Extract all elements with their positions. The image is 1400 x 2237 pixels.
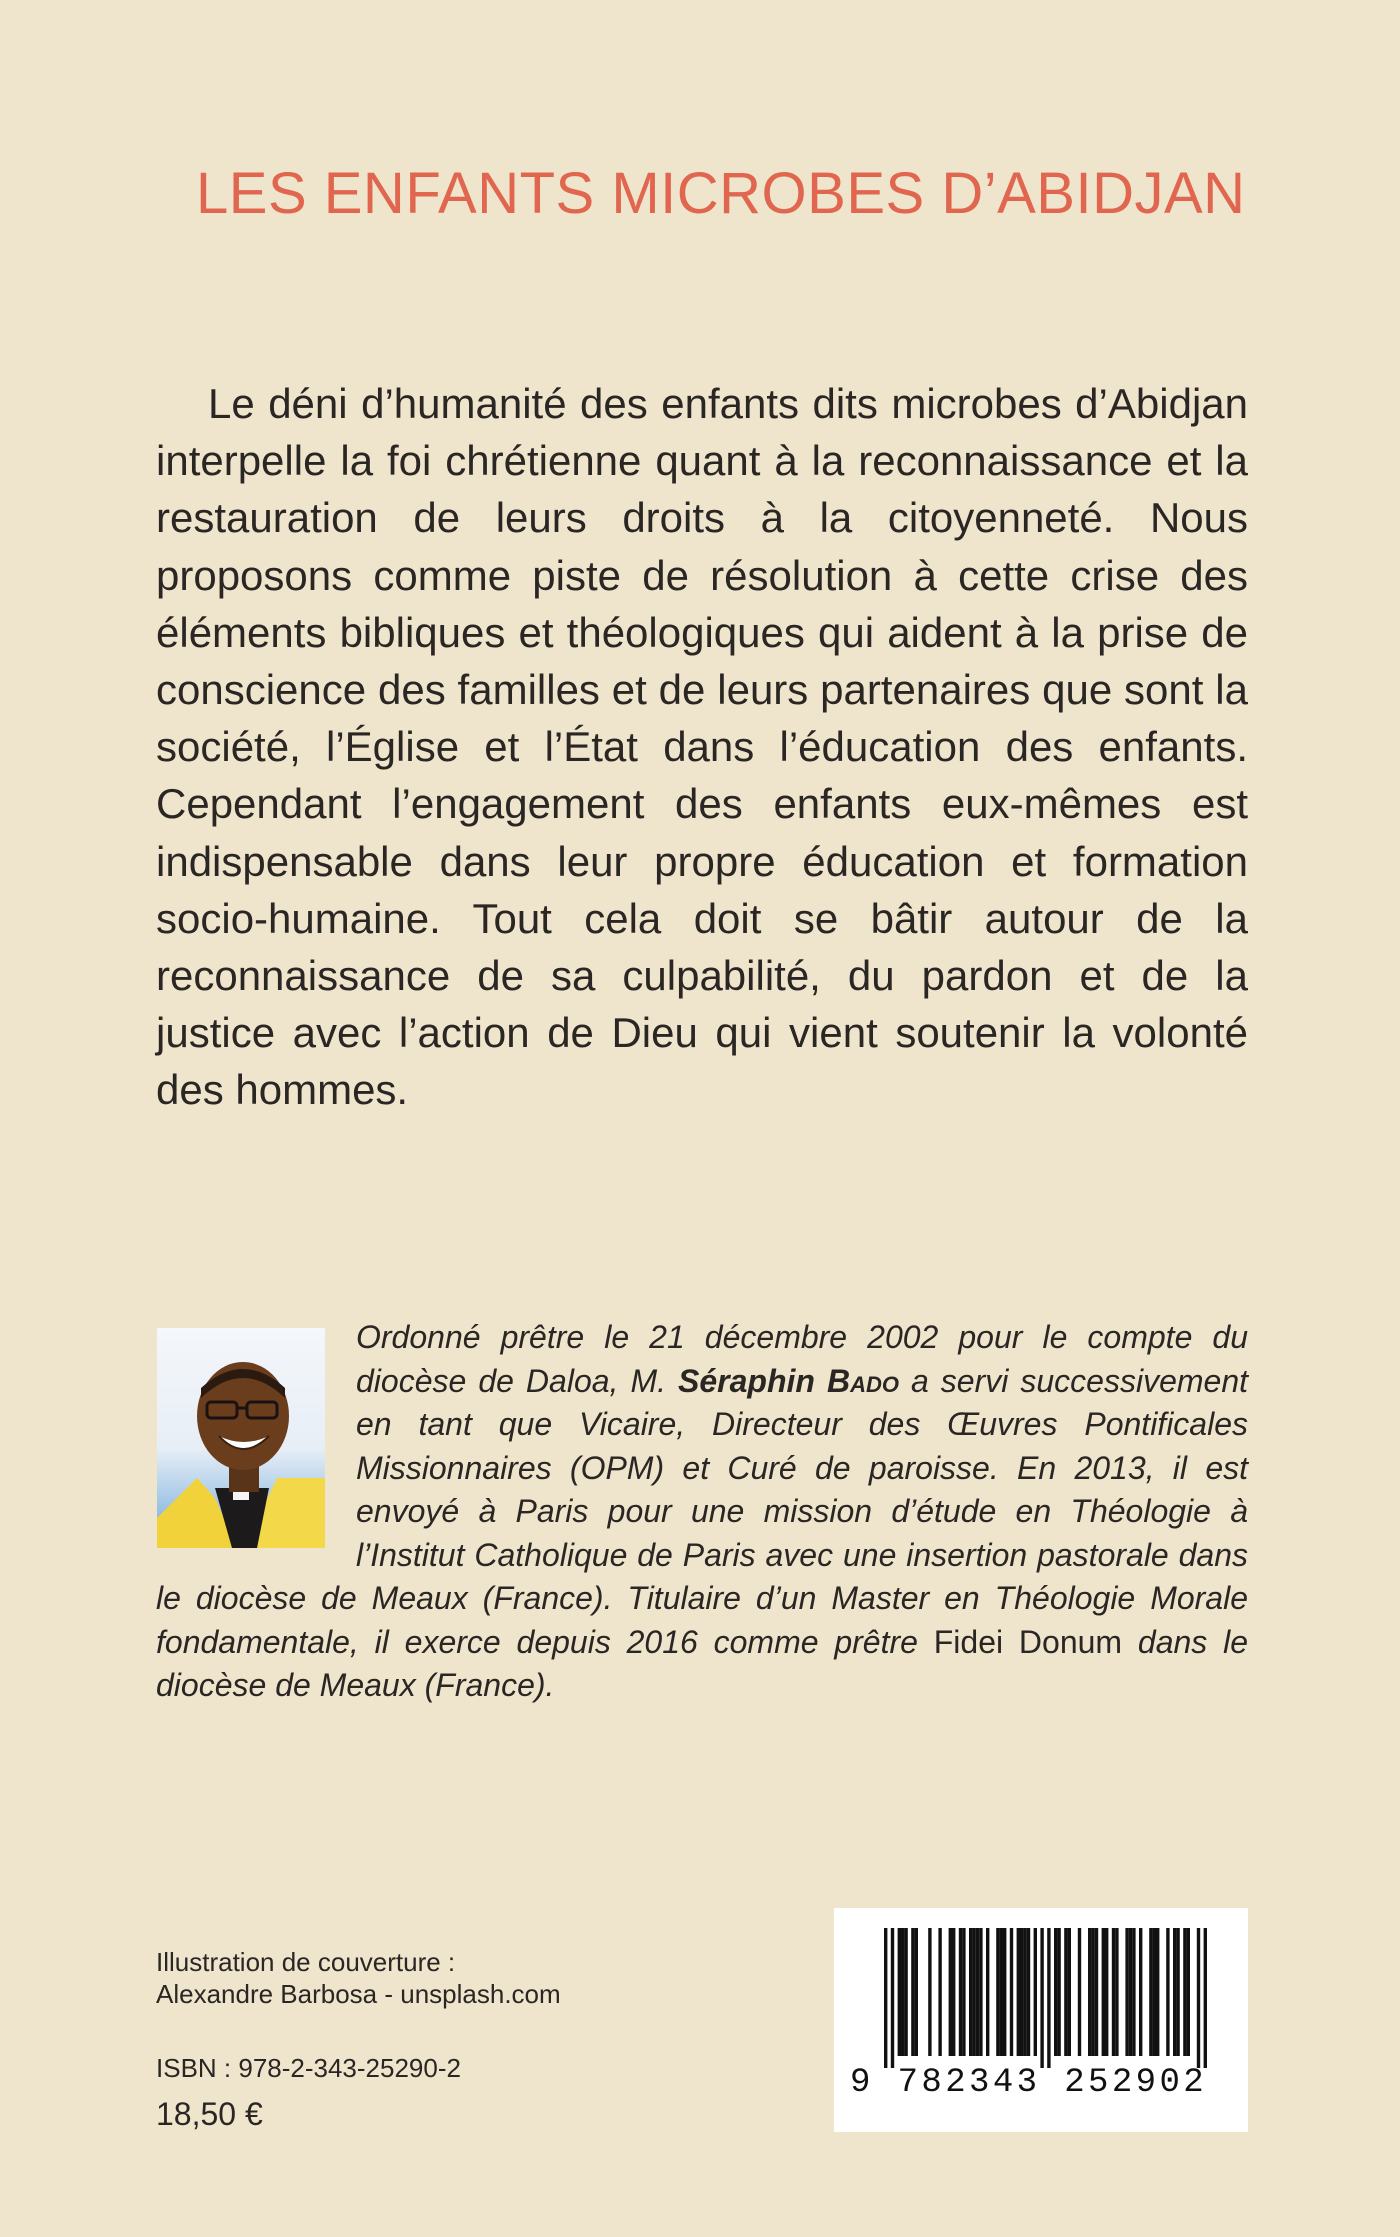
book-title: LES ENFANTS MICROBES D’ABIDJAN xyxy=(196,161,1246,226)
barcode-bar xyxy=(1003,1928,1006,2056)
barcode-bar xyxy=(1156,1928,1159,2056)
barcode-bar xyxy=(915,1928,918,2056)
author-name xyxy=(678,1363,899,1399)
barcode-bar xyxy=(1095,1928,1098,2056)
credit-label: Illustration de couverture : xyxy=(156,1947,456,1977)
barcode-bar xyxy=(1125,1928,1128,2056)
barcode-bar xyxy=(911,1928,914,2056)
barcode-bar xyxy=(1115,1928,1118,2056)
barcode-bar xyxy=(1078,1928,1081,2056)
barcode-bar xyxy=(1197,1928,1200,2068)
author-last-name: Bado xyxy=(826,1362,899,1399)
barcode-bar xyxy=(1023,1928,1026,2056)
barcode-bar xyxy=(972,1928,975,2056)
barcode-bar xyxy=(938,1928,941,2056)
bio-intro: Ordonné prêtre le 21 décembre 2002 pour le compte du diocèse de Daloa, M. xyxy=(356,1319,1248,1399)
barcode-bar xyxy=(1149,1928,1152,2056)
barcode-bar xyxy=(962,1928,965,2056)
price: 18,50 € xyxy=(156,2096,263,2132)
barcode-bar xyxy=(1173,1928,1176,2056)
barcode-digits: 9 782343 252902 xyxy=(850,2064,1208,2102)
barcode-bar xyxy=(898,1928,901,2056)
barcode-bar xyxy=(891,1928,894,2068)
barcode-bar xyxy=(986,1928,989,2056)
barcode-bar xyxy=(969,1928,972,2056)
barcode-bar xyxy=(1129,1928,1132,2056)
barcode-bar xyxy=(976,1928,979,2056)
author-bio xyxy=(156,1316,1248,1708)
barcode-bar xyxy=(1020,1928,1023,2056)
barcode-bar xyxy=(1153,1928,1156,2056)
barcode-bar xyxy=(1010,1928,1013,2056)
barcode-bar xyxy=(1047,1928,1050,2068)
author-photo-spacer xyxy=(156,1316,356,1576)
barcode-bar xyxy=(1204,1928,1207,2068)
barcode-bar xyxy=(1139,1928,1142,2056)
barcode-bar xyxy=(979,1928,982,2056)
illustration-credit xyxy=(156,1946,561,2010)
bio-emphasis: Fidei Donum xyxy=(933,1623,1123,1660)
barcode-bar xyxy=(1176,1928,1179,2056)
barcode-bar xyxy=(1027,1928,1030,2056)
barcode-bar xyxy=(1017,1928,1020,2056)
barcode-bar xyxy=(1064,1928,1067,2056)
barcode-bar xyxy=(1132,1928,1135,2056)
bio-middle: a servi successivement en tant que Vicaire, Directeur des Œuvres Pontificales Missionnaires (OPM) et Curé de paroisse. En 2013, il est envoyé à Paris pour une mission d’étude en Théologie à l’Institut Catholique de Paris avec une insertion pastorale dans le diocèse de Meaux (France). Titulaire d’un Master en Théologie Morale fondamentale, il exerce depuis 2016 comme prêtre xyxy=(156,1362,1249,1660)
barcode-bar xyxy=(1183,1928,1186,2056)
barcode-bar xyxy=(952,1928,955,2056)
isbn: ISBN : 978-2-343-25290-2 xyxy=(156,2053,461,2083)
barcode-bar xyxy=(1105,1928,1108,2056)
barcode-bar xyxy=(1091,1928,1094,2056)
barcode-bar xyxy=(928,1928,931,2056)
barcode-bar xyxy=(1057,1928,1060,2056)
credit-source: Alexandre Barbosa - unsplash.com xyxy=(156,1979,561,2009)
barcode-bar xyxy=(1000,1928,1003,2056)
barcode-bar xyxy=(1054,1928,1057,2056)
barcode-bar xyxy=(1034,1928,1037,2056)
barcode xyxy=(834,1908,1248,2132)
barcode-bar xyxy=(1112,1928,1115,2056)
barcode-bar xyxy=(996,1928,999,2056)
barcode-bar xyxy=(884,1928,887,2068)
barcode-bar xyxy=(1040,1928,1043,2068)
barcode-bar xyxy=(1187,1928,1190,2056)
barcode-bar xyxy=(1102,1928,1105,2056)
back-cover-blurb: Le déni d’humanité des enfants dits microbes d’Abidjan interpelle la foi chrétienne quant à la reconnaissance et la restauration de leurs droits à la citoyenneté. Nous proposons comme piste de résolution à cette crise des éléments bibliques et théologiques qui aident à la prise de conscience des familles et de leurs partenaires que sont la société, l’Église et l’État dans l’éducation des enfants. Cependant l’engagement des enfants eux-mêmes est indispensable dans leur propre éducation et formation socio-humaine. Tout cela doit se bâtir autour de la reconnaissance de sa culpabilité, du pardon et de la justice avec l’action de Dieu qui vient soutenir la volonté des hommes. xyxy=(156,380,1248,1114)
barcode-bar xyxy=(949,1928,952,2056)
barcode-bar xyxy=(1068,1928,1071,2056)
barcode-bar xyxy=(959,1928,962,2056)
barcode-bar xyxy=(1088,1928,1091,2056)
barcode-bar xyxy=(1166,1928,1169,2056)
barcode-bar xyxy=(904,1928,907,2056)
barcode-bar xyxy=(901,1928,904,2056)
bio-outro: dans le diocèse de Meaux (France). xyxy=(156,1623,1248,1703)
author-first-name: Séraphin xyxy=(678,1362,827,1399)
